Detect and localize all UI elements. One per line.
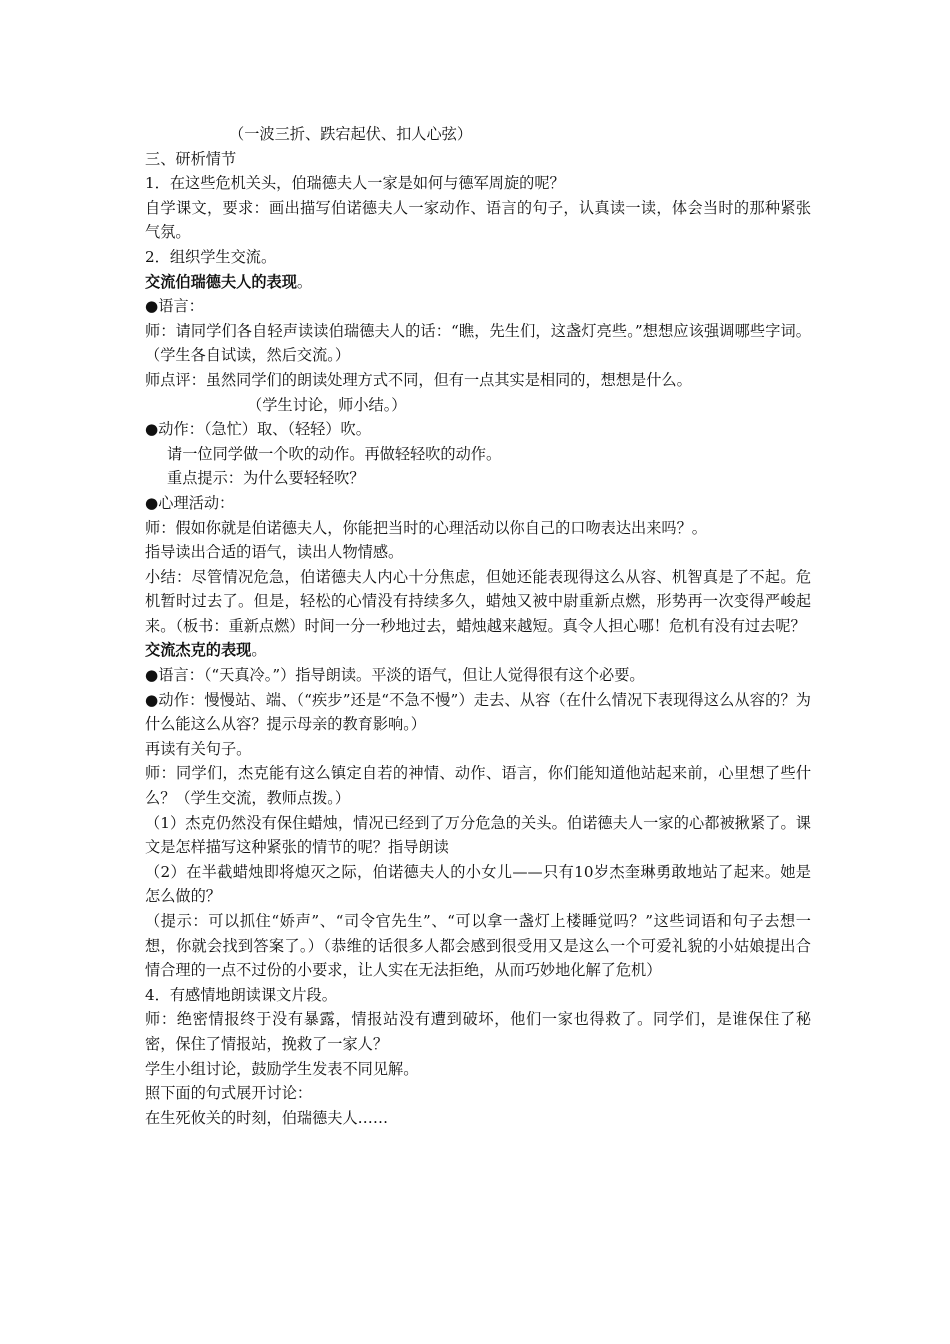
reading-guidance: 指导读出合适的语气，读出人物情感。 xyxy=(145,543,404,562)
reread-note: 再读有关句子。 xyxy=(145,739,252,758)
self-study-instruction: 自学课文，要求：画出描写伯诺德夫人一家动作、语言的句子，认真读一读，体会当时的那种紧张气氛。 xyxy=(145,198,811,242)
key-hint: 重点提示：为什么要轻轻吹？ xyxy=(167,469,365,488)
bullet-text: 语言： xyxy=(158,297,204,316)
section-heading: 三、研析情节 xyxy=(145,149,237,168)
bullet-icon: ● xyxy=(145,420,159,439)
teacher-prompt-jack: 师：同学们，杰克能有这么镇定自若的神情、动作、语言，你们能知道他站起来前，心里想了些什么？（学生交流，教师点拨。） xyxy=(145,764,811,808)
section-summary: （一波三折、跌宕起伏、扣人心弦） xyxy=(229,125,472,143)
subheading-mrs-bernard xyxy=(145,270,811,295)
bullet-icon: ● xyxy=(145,666,159,685)
subheading-jack xyxy=(145,638,811,663)
bullet-icon: ● xyxy=(145,297,159,316)
bullet-jack-action xyxy=(145,688,811,737)
bullet-text: 心理活动： xyxy=(158,493,235,512)
hint-paragraph: （提示：可以抓住“娇声”、“司令官先生”、“可以拿一盏灯上楼睡觉吗？”这些词语和句子去想一想，你就会找到答案了。）（恭维的话很多人都会感到很受用又是这么一个可爱礼貌的小姑娘提出合情合理的一点不过份的小要求，让人实在无法拒绝，从而巧妙地化解了危机） xyxy=(145,912,811,980)
sentence-pattern-intro: 照下面的句式展开讨论： xyxy=(145,1084,313,1103)
bullet-jack-language xyxy=(145,663,811,688)
step-2: 2．组织学生交流。 xyxy=(145,247,277,266)
summary-paragraph: 小结：尽管情况危急，伯诺德夫人内心十分焦虑，但她还能表现得这么从容、机智真是了不起。危机暂时过去了。但是，轻松的心情没有持续多久，蜡烛又被中尉重新点燃，形势再一次变得严峻起来。（板书：重新点燃）时间一分一秒地过去，蜡烛越来越短。真令人担心哪！危机有没有过去呢？ xyxy=(145,567,811,635)
step-4: 4．有感情地朗读课文片段。 xyxy=(145,985,337,1004)
subheading-punct: 。 xyxy=(251,641,267,660)
teacher-question-final: 师：绝密情报终于没有暴露，情报站没有遭到破坏，他们一家也得救了。同学们，是谁保住了秘密，保住了情报站，挽救了一家人？ xyxy=(145,1010,811,1053)
bullet-action xyxy=(145,417,811,442)
bullet-icon: ● xyxy=(145,493,159,512)
bullet-text: 语言：（“天真冷。”）指导朗读。平淡的语气，但让人觉得很有这个必要。 xyxy=(158,666,645,685)
sentence-pattern: 在生死攸关的时刻，伯瑞德夫人…… xyxy=(145,1108,388,1127)
bullet-mental xyxy=(145,491,811,516)
step-1: 1．在这些危机关头，伯瑞德夫人一家是如何与德军周旋的呢？ xyxy=(145,174,565,193)
bullet-language xyxy=(145,294,811,319)
teacher-prompt-imagine: 师：假如你就是伯诺德夫人，你能把当时的心理活动以你自己的口吻表达出来吗？。 xyxy=(145,518,707,537)
document-page xyxy=(145,122,811,1130)
group-discussion: 学生小组讨论，鼓励学生发表不同见解。 xyxy=(145,1059,419,1078)
action-activity: 请一位同学做一个吹的动作。再做轻轻吹的动作。 xyxy=(167,444,502,463)
point-2: （2）在半截蜡烛即将熄灭之际，伯诺德夫人的小女儿——只有10岁杰奎琳勇敢地站了起来。她是怎么做的？ xyxy=(145,862,811,906)
discussion-note: （学生讨论，师小结。） xyxy=(247,395,407,414)
subheading-bold-text: 交流伯瑞德夫人的表现 xyxy=(145,272,297,291)
teacher-comment: 师点评：虽然同学们的朗读处理方式不同，但有一点其实是相同的，想想是什么。 xyxy=(145,370,692,389)
bullet-icon: ● xyxy=(145,690,159,709)
bullet-text: 动作：（急忙）取、（轻轻）吹。 xyxy=(158,420,371,439)
teacher-prompt-read: 师：请同学们各自轻声读读伯瑞德夫人的话：“瞧，先生们，这盏灯亮些。”想想应该强调哪些字词。（学生各自试读，然后交流。） xyxy=(145,321,811,365)
subheading-bold-text: 交流杰克的表现 xyxy=(145,641,252,660)
bullet-text: 动作：慢慢站、端、（“疾步”还是“不急不慢”）走去、从容（在什么情况下表现得这么从容的？为什么能这么从容？提示母亲的教育影响。） xyxy=(145,690,811,734)
subheading-punct: 。 xyxy=(296,272,313,291)
point-1: （1）杰克仍然没有保住蜡烛，情况已经到了万分危急的关头。伯诺德夫人一家的心都被揪紧了。课文是怎样描写这种紧张的情节的呢？指导朗读 xyxy=(145,813,811,857)
